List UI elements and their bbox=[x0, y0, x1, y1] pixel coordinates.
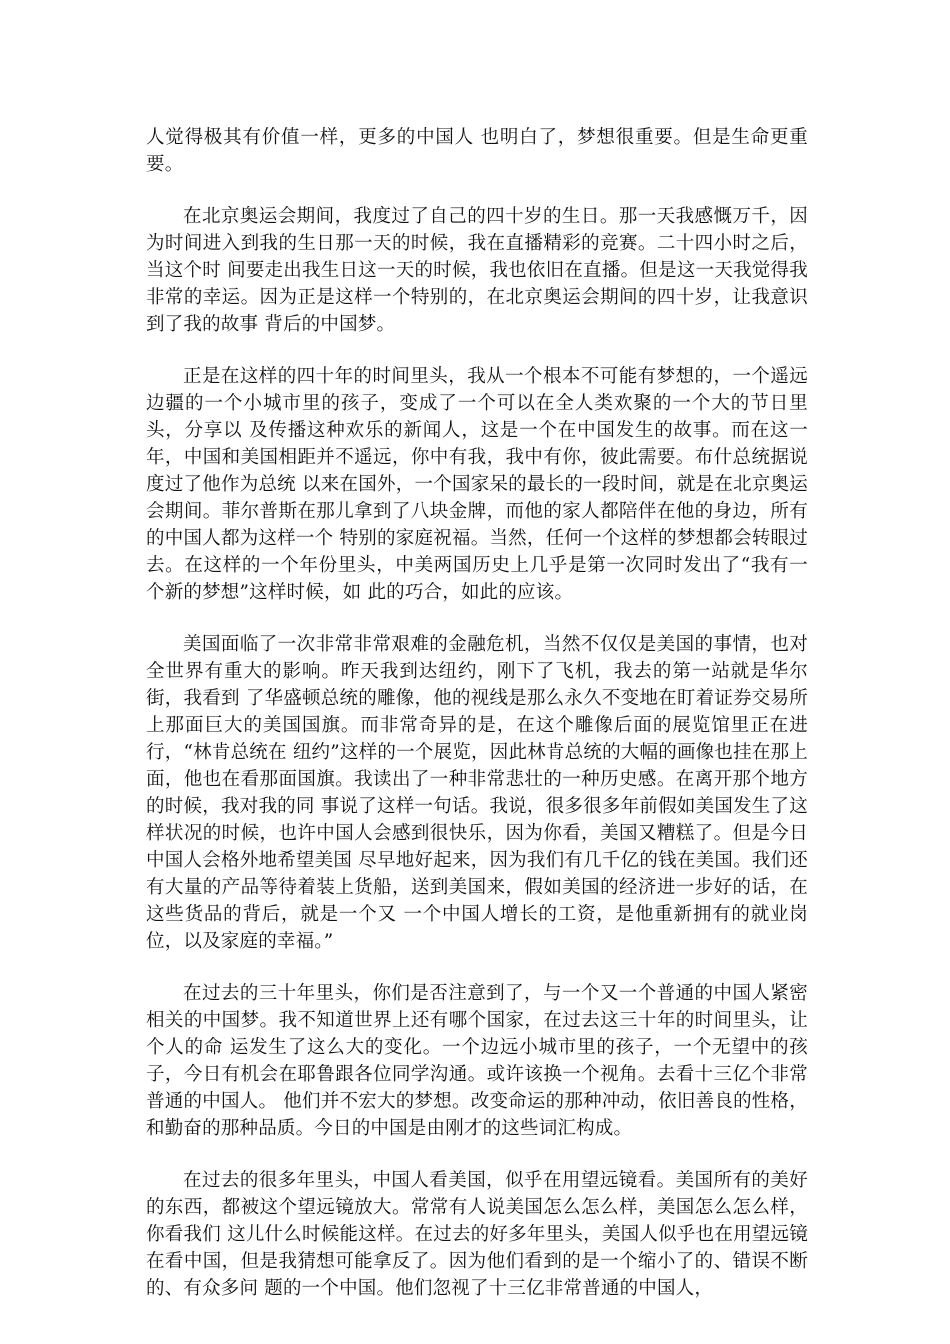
document-page bbox=[146, 124, 808, 1327]
paragraph: 在北京奥运会期间，我度过了自己的四十岁的生日。那一天我感慨万千，因为时间进入到我的生日那一天的时候，我在直播精彩的竞赛。二十四小时之后，当这个时 间要走出我生日这一天的时候，我也依旧在直播。但是这一天我觉得我非常的幸运。因为正是这样一个特别的，在北京奥运会期间的四十岁，让我意识到了我的故事 背后的中国梦。 bbox=[146, 206, 808, 335]
paragraph: 在过去的三十年里头，你们是否注意到了，与一个又一个普通的中国人紧密相关的中国梦。我不知道世界上还有哪个国家，在过去这三十年的时间里头，让个人的命 运发生了这么大的变化。一个边远小城市里的孩子，一个无望中的孩子，今日有机会在耶鲁跟各位同学沟通。或许该换一个视角。去看十三亿个非常普通的中国人。 他们并不宏大的梦想。改变命运的那种冲动，依旧善良的性格，和勤奋的那种品质。今日的中国是由刚才的这些词汇构成。 bbox=[146, 983, 808, 1139]
paragraph: 人觉得极其有价值一样，更多的中国人 也明白了，梦想很重要。但是生命更重要。 bbox=[146, 127, 808, 175]
paragraph: 在过去的很多年里头，中国人看美国，似乎在用望远镜看。美国所有的美好的东西，都被这个望远镜放大。常常有人说美国怎么怎么样，美国怎么怎么样，你看我们 这儿什么时候能这样。在过去的好多年里头，美国人似乎也在用望远镜在看中国，但是我猜想可能拿反了。因为他们看到的是一个缩小了的、错误不断的、有众多问 题的一个中国。他们忽视了十三亿非常普通的中国人， bbox=[146, 1170, 808, 1299]
paragraph: 正是在这样的四十年的时间里头，我从一个根本不可能有梦想的，一个遥远边疆的一个小城市里的孩子，变成了一个可以在全人类欢聚的一个大的节日里头，分享以 及传播这种欢乐的新闻人，这是一个在中国发生的故事。而在这一年，中国和美国相距并不遥远，你中有我，我中有你，彼此需要。布什总统据说度过了他作为总统 以来在国外，一个国家呆的最长的一段时间，就是在北京奥运会期间。菲尔普斯在那儿拿到了八块金牌，而他的家人都陪伴在他的身边，所有的中国人都为这样一个 特别的家庭祝福。当然，任何一个这样的梦想都会转眼过去。在这样的一个年份里头，中美两国历史上几乎是第一次同时发出了“我有一个新的梦想”这样时候，如 此的巧合，如此的应该。 bbox=[146, 366, 808, 603]
paragraph: 美国面临了一次非常非常艰难的金融危机，当然不仅仅是美国的事情，也对全世界有重大的影响。昨天我到达纽约，刚下了飞机，我去的第一站就是华尔街，我看到 了华盛顿总统的雕像，他的视线是那么永久不变地在盯着证券交易所上那面巨大的美国国旗。而非常奇异的是，在这个雕像后面的展览馆里正在进行，“林肯总统在 纽约”这样的一个展览，因此林肯总统的大幅的画像也挂在那上面，他也在看那面国旗。我读出了一种非常悲壮的一种历史感。在离开那个地方的时候，我对我的同 事说了这样一句话。我说，很多很多年前假如美国发生了这样状况的时候，也许中国人会感到很快乐，因为你看，美国又糟糕了。但是今日中国人会格外地希望美国 尽早地好起来，因为我们有几千亿的钱在美国。我们还有大量的产品等待着装上货船，送到美国来，假如美国的经济进一步好的话，在这些货品的背后，就是一个又 一个中国人增长的工资，是他重新拥有的就业岗位，以及家庭的幸福。” bbox=[146, 634, 808, 952]
